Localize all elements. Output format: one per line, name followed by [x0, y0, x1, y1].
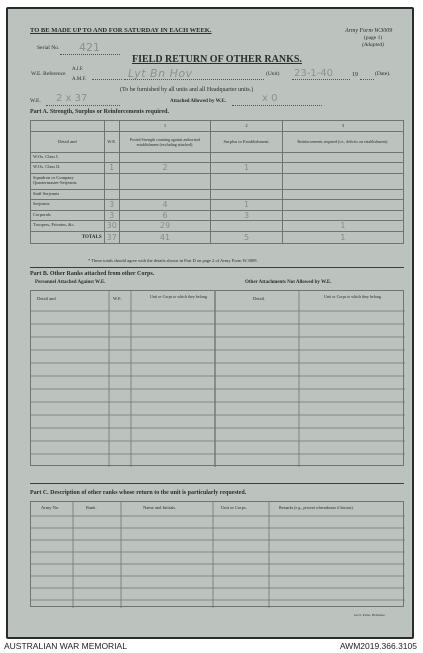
attached-label: Attached Allowed by W.E.: [170, 99, 226, 104]
part-a-col-num-detail: [31, 121, 105, 132]
part-a-row-reinf: [282, 189, 403, 200]
we-label: W.E.: [30, 98, 41, 104]
part-a-row: [31, 189, 404, 200]
part-a-header-reinf: Reinforcements required (i.e., deficits on establishment).: [282, 131, 403, 152]
part-a-header-row: [31, 131, 404, 152]
part-a-row-posted: 2: [119, 163, 210, 174]
part-b-col-detail: Detail and: [37, 296, 56, 301]
we-reference-line: [92, 79, 122, 80]
part-b-col-detail-right: Detail.: [253, 296, 266, 301]
part-a-row-label: Troopers, Privates, &c.: [31, 221, 105, 232]
page-number: (page 1): [364, 35, 383, 41]
part-a-col-num-1: 1: [119, 121, 210, 132]
part-c-title: Part C. Description of other ranks whose return to the unit is particularly requested.: [30, 490, 247, 496]
part-a-header-detail: Detail and: [31, 131, 105, 152]
part-c-separator: [30, 483, 404, 484]
date-line: [292, 79, 350, 80]
unit-value: Lyt Bn Hov: [128, 67, 193, 80]
part-c-col-army-no: Army No.: [41, 505, 60, 510]
form-title: FIELD RETURN OF OTHER RANKS.: [132, 54, 302, 65]
form-subtitle: (To be furnished by all units and all Headquarter units.): [120, 87, 254, 93]
part-a-col-num-blank: [104, 121, 119, 132]
part-a-row-surplus: [211, 173, 283, 189]
serial-no-label: Serial No.: [37, 45, 60, 51]
part-b-left-heading: Personnel Attached Against W.E.: [35, 280, 106, 285]
footer-reference: AWM2019.366.3105: [339, 641, 417, 651]
part-b-rules: [31, 291, 405, 467]
part-a-row-surplus: 1: [211, 200, 283, 211]
part-a-note: * These totals should agree with the details shown in Part D on page 2 of Army Form W.3009.: [88, 258, 258, 263]
part-b-right-heading: Other Attachments Not Allowed by W.E.: [245, 280, 332, 285]
part-b-col-we: W.E.: [113, 296, 122, 301]
part-a-row-surplus: 1: [211, 163, 283, 174]
part-c-col-unit: Unit or Corps.: [221, 505, 247, 510]
part-a-row-we: [104, 152, 119, 163]
part-a-row-posted: 29: [119, 221, 210, 232]
adapted-label: (Adapted): [362, 42, 384, 48]
part-a-row-label: Serjeants: [31, 200, 105, 211]
part-a-row-posted: [119, 189, 210, 200]
part-c-col-rank: Rank.: [86, 505, 97, 510]
part-a-total-posted: 41: [119, 231, 210, 243]
part-a-header-posted: Posted Strength counting against authorised establishment (excluding attached).: [119, 131, 210, 152]
part-a-totals-label: TOTALS: [31, 231, 105, 243]
unit-label: (Unit): [266, 71, 280, 77]
part-c-col-name: Name and Initials.: [143, 505, 177, 510]
date-label: (Date).: [375, 71, 391, 77]
part-a-row-reinf: [282, 210, 403, 221]
part-a-row: [31, 173, 404, 189]
serial-no-value: 421: [79, 41, 100, 54]
part-b-table-frame: [30, 290, 404, 466]
part-a-total-surplus: 5: [211, 231, 283, 243]
part-a-title: Part A. Strength, Surplus or Reinforcements required.: [30, 109, 169, 115]
we-value: 2 x 37: [56, 93, 88, 104]
part-a-header-surplus: Surplus to Establishment.: [211, 131, 283, 152]
part-c-rules: [31, 502, 405, 608]
part-a-row-label: Corporals: [31, 210, 105, 221]
part-a-totals-row: [31, 231, 404, 243]
part-a-col-num-3: 3: [282, 121, 403, 132]
part-a-header-we: W.E.: [104, 131, 119, 152]
part-a-row-we: 3: [104, 210, 119, 221]
part-a-row: [31, 152, 404, 163]
part-b-col-unit-right: Unit or Corps to which they belong.: [324, 294, 382, 299]
unit-line: [124, 79, 264, 80]
part-a-row-we: 1: [104, 163, 119, 174]
part-a-row-we: 3: [104, 200, 119, 211]
part-a-row-reinf: 1: [282, 221, 403, 232]
form-sheet: [7, 8, 413, 638]
amf-label: A.M.F.: [72, 77, 87, 82]
we-line: [46, 105, 120, 106]
part-a-row-surplus: [211, 221, 283, 232]
part-a-row-we: [104, 173, 119, 189]
part-a-row-posted: 6: [119, 210, 210, 221]
part-a-row: [31, 200, 404, 211]
part-a-row-we: 30: [104, 221, 119, 232]
part-b-separator: [30, 267, 404, 268]
part-a-row-posted: [119, 173, 210, 189]
serial-no-line: [60, 54, 120, 55]
part-c-table-frame: [30, 501, 404, 607]
part-a-total-reinf: 1: [282, 231, 403, 243]
part-a-row-label: Squadron or Company Quartermaster-Serjeants: [31, 173, 105, 189]
part-a-row-reinf: [282, 200, 403, 211]
part-a-col-num-2: 2: [211, 121, 283, 132]
aif-label: A.I.F.: [72, 67, 84, 72]
part-a-row-label: Staff Serjeants: [31, 189, 105, 200]
part-a-rows: [31, 152, 404, 231]
we-reference-label: W.E. Reference: [31, 71, 66, 77]
part-a-row-reinf: [282, 163, 403, 174]
part-a-row-posted: 4: [119, 200, 210, 211]
part-a-row-surplus: [211, 189, 283, 200]
form-instruction: TO BE MADE UP TO AND FOR SATURDAY IN EACH WEEK.: [30, 27, 212, 34]
part-a-row: [31, 210, 404, 221]
attached-line: [232, 105, 322, 106]
army-form-number: Army Form W.3009: [345, 28, 393, 34]
part-a-row-label: W.Os. Class I.: [31, 152, 105, 163]
part-c-col-remarks: Remarks (e.g., present whereabouts if known).: [279, 505, 354, 510]
part-a-row-reinf: [282, 152, 403, 163]
printer-imprint: Govt. Print., Brisbane.: [354, 613, 386, 617]
part-a-row-posted: [119, 152, 210, 163]
part-a-row: [31, 163, 404, 174]
part-a-col-numbers: [31, 121, 404, 132]
part-a-table: [30, 120, 404, 244]
part-a-row: [31, 221, 404, 232]
part-a-row-we: [104, 189, 119, 200]
year-label: 19: [352, 72, 358, 78]
footer-institution: AUSTRALIAN WAR MEMORIAL: [4, 641, 127, 651]
year-line: [360, 79, 374, 80]
attached-value: x 0: [262, 93, 278, 104]
part-a-row-surplus: [211, 152, 283, 163]
date-value: 23-1-40: [294, 68, 334, 79]
part-a-row-surplus: 3: [211, 210, 283, 221]
part-b-title: Part B. Other Ranks attached from other Corps.: [30, 271, 155, 277]
part-b-col-unit-left: Unit or Corps to which they belong.: [150, 294, 208, 299]
part-a-total-we: 37: [104, 231, 119, 243]
part-a-row-reinf: [282, 173, 403, 189]
part-a-row-label: W.Os. Class II.: [31, 163, 105, 174]
